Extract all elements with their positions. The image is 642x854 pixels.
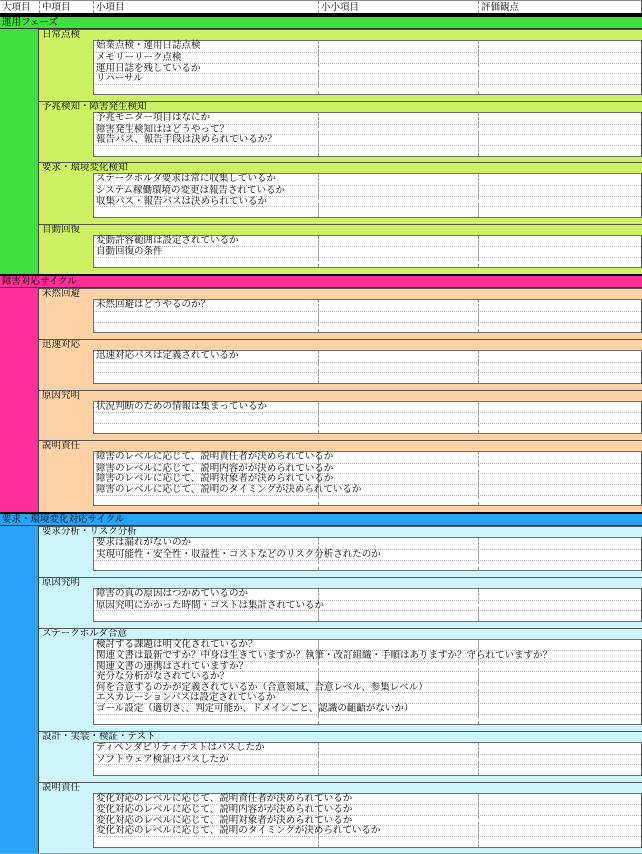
small-item-cell [94,323,318,333]
evaluation-viewpoint-cell [478,424,641,434]
evaluation-viewpoint-cell [478,816,641,826]
evaluation-viewpoint-cell [478,373,641,383]
group-header-cell: 要求・環境変化検知 [39,162,642,173]
item-row [94,692,641,703]
small-item-cell: 変化対応のレベルに応じて、説明責任者が決められているか [96,792,353,804]
group-box [39,537,642,571]
small-item-cell: ゴール設定（適切さ、、判定可能か、ドメインごと、認識の齟齬がないか） [96,703,414,715]
mid-item-strip [39,793,93,848]
group-header-cell: 説明責任 [39,782,642,793]
sub-small-item-cell [318,135,478,145]
sub-small-item-cell [318,715,478,725]
section-title-cell: 運用フェーズ [0,17,642,29]
evaluation-viewpoint-cell [478,236,641,247]
evaluation-viewpoint-cell [478,794,641,805]
section-title-cell: 障害対応サイクル [0,276,642,288]
evaluation-viewpoint-cell [478,589,641,600]
small-item-cell: システム稼働環境の変更は報告されているか [96,184,286,196]
small-item-cell [94,373,318,383]
small-item-cell: ステークホルダ要求は常に収集しているか [96,173,276,185]
group-box [39,40,642,95]
group-box [39,793,642,848]
item-row [94,113,641,124]
sub-small-item-cell [318,174,478,185]
empty-row [94,362,641,373]
small-item-cell [94,363,318,373]
item-row [94,743,641,754]
evaluation-viewpoint-cell [478,837,641,847]
sub-small-item-cell [318,601,478,611]
evaluation-viewpoint-cell [478,693,641,703]
evaluation-viewpoint-cell [478,247,641,257]
small-item-cell: 運用日誌を残しているか [96,62,201,74]
evaluation-viewpoint-cell [478,402,641,413]
sub-small-item-cell [318,640,478,651]
item-row [94,351,641,362]
mid-item-strip [39,401,93,435]
section [0,512,642,853]
item-row [94,825,641,836]
small-item-cell: 予兆モニター項目はなにか [96,112,211,124]
items-box [93,537,642,571]
empty-row [94,560,641,571]
evaluation-viewpoint-cell [478,826,641,836]
sub-small-item-cell [318,743,478,754]
item-row [94,196,641,207]
sub-small-item-cell [318,672,478,682]
group-header-cell: 未然回避 [39,288,642,299]
items-box [93,742,642,776]
evaluation-viewpoint-cell [478,197,641,207]
evaluation-viewpoint-cell [478,805,641,815]
item-row [94,640,641,651]
item-row [94,185,641,196]
evaluation-viewpoint-cell [478,538,641,549]
group-header-cell: 日常点検 [39,29,642,40]
item-row [94,549,641,560]
group-box [39,173,642,217]
sub-small-item-cell [318,589,478,600]
items-box [93,350,642,384]
empty-row [94,764,641,775]
small-item-cell: 変動許容範囲は設定されているか [96,234,239,246]
section-title-cell: 要求・環境変化対応サイクル [0,514,642,526]
small-item-cell: 実現可能性・安全性・収益性・コストなどのリスク分析されたのか [96,548,381,560]
small-item-cell: 充分な分析がなされているか？ [96,671,230,683]
evaluation-viewpoint-cell [478,64,641,74]
evaluation-viewpoint-cell [478,312,641,322]
evaluation-viewpoint-cell [478,496,641,506]
small-item-cell [94,146,318,156]
small-item-cell [94,424,318,434]
items-box [93,235,642,269]
group-header-cell: 設計・実装・検証・テスト [39,731,642,742]
sub-small-item-cell [318,64,478,74]
group-header-cell: 迅速対応 [39,339,642,350]
item-row [94,300,641,311]
mid-item-strip [39,235,93,269]
item-row [94,73,641,84]
item-row [94,41,641,52]
sub-small-item-cell [318,113,478,124]
column-header-major-item: 大項目 [2,2,31,13]
sub-small-item-cell [318,452,478,463]
sub-small-item-cell [318,837,478,847]
small-item-cell: 迅速対応パスは定義されているか [96,350,239,362]
small-item-cell: 自動回復の条件 [96,246,163,258]
sub-small-item-cell [318,53,478,63]
mid-item-strip [39,451,93,506]
item-row [94,671,641,682]
item-row [94,754,641,765]
items-box [93,173,642,217]
evaluation-viewpoint-cell [478,413,641,423]
small-item-cell: 障害のレベルに応じて、説明内容がが決められているか [96,462,334,474]
sub-small-item-cell [318,312,478,322]
item-row [94,600,641,611]
evaluation-viewpoint-cell [478,207,641,217]
empty-row [94,145,641,156]
sub-small-item-cell [318,765,478,775]
sections-container [0,15,642,853]
evaluation-viewpoint-cell [478,135,641,145]
mid-item-strip [39,299,93,333]
sub-small-item-cell [318,351,478,362]
empty-row [94,714,641,725]
empty-row [94,311,641,322]
empty-row [94,610,641,621]
small-item-cell: 障害のレベルに応じて、説明責任者が決められているか [96,451,334,463]
evaluation-viewpoint-cell [478,146,641,156]
evaluation-viewpoint-cell [478,601,641,611]
group-gap [39,506,642,512]
group-header-cell: 原因究明 [39,577,642,588]
sub-small-item-cell [318,611,478,621]
small-item-cell: 変化対応のレベルに応じて、説明のタイミングが決められているか [96,825,381,837]
small-item-cell: 原因究明にかかった時間・コストは集計されているか [96,599,325,611]
empty-row [94,412,641,423]
small-item-cell [94,715,318,725]
evaluation-viewpoint-cell [478,550,641,560]
empty-row [94,322,641,333]
evaluation-viewpoint-cell [478,474,641,484]
items-box [93,40,642,95]
evaluation-viewpoint-cell [478,683,641,693]
evaluation-viewpoint-cell [478,640,641,651]
items-box [93,639,642,726]
small-item-cell: 関連文書の連携はされていますか？ [96,660,249,672]
small-item-cell [94,312,318,322]
evaluation-viewpoint-cell [478,351,641,362]
major-item-strip [0,526,39,853]
item-row [94,815,641,826]
evaluation-viewpoint-cell [478,300,641,311]
item-row [94,134,641,145]
section-content [39,29,642,274]
evaluation-viewpoint-cell [478,53,641,63]
item-row [94,589,641,600]
sub-small-item-cell [318,300,478,311]
sub-small-item-cell [318,236,478,247]
major-item-strip [0,288,39,512]
small-item-cell [94,561,318,571]
small-item-cell: 状況判断のための情報は集まっているか [96,400,268,412]
item-row [94,174,641,185]
item-row [94,484,641,495]
evaluation-viewpoint-cell [478,715,641,725]
sub-small-item-cell [318,755,478,765]
group-box [39,451,642,506]
sub-small-item-cell [318,538,478,549]
evaluation-viewpoint-cell [478,363,641,373]
small-item-cell: エスカレーションパスは設定されているか [96,692,276,704]
sub-small-item-cell [318,373,478,383]
small-item-cell: 報告パス、報告手段は決められているか？ [96,134,277,146]
item-row [94,246,641,257]
item-row [94,703,641,714]
small-item-cell: 始業点検・運用日誌点検 [96,40,201,52]
evaluation-viewpoint-cell [478,74,641,84]
sub-small-item-cell [318,402,478,413]
section-body [0,288,642,512]
group-box [39,299,642,333]
item-row [94,473,641,484]
column-header-small-item: 小項目 [93,1,318,13]
item-row [94,804,641,815]
evaluation-viewpoint-cell [478,174,641,185]
sub-small-item-cell [318,693,478,703]
evaluation-viewpoint-cell [478,561,641,571]
item-row [94,682,641,693]
sub-small-item-cell [318,413,478,423]
small-item-cell: ソフトウェア検証はパスしたか [96,753,229,765]
small-item-cell: 関連文書は最新ですか？中身は生きていますか？執筆・改訂組織・手順はありますか？守られていますか？ [96,650,553,662]
evaluation-viewpoint-cell [478,113,641,124]
items-box [93,299,642,333]
evaluation-viewpoint-cell [478,485,641,495]
group-box [39,112,642,156]
empty-row [94,206,641,217]
section [0,15,642,274]
small-item-cell: 未然回避はどうやるのか？ [96,299,211,311]
small-item-cell [94,85,318,95]
item-row [94,236,641,247]
group-gap [39,848,642,854]
small-item-cell: リハーサル [96,73,143,85]
evaluation-viewpoint-cell [478,323,641,333]
group-box [39,588,642,622]
evaluation-viewpoint-cell [478,85,641,95]
sub-small-item-cell [318,125,478,135]
mid-item-strip [39,742,93,776]
evaluation-viewpoint-cell [478,611,641,621]
sub-small-item-cell [318,258,478,268]
item-row [94,463,641,474]
evaluation-viewpoint-cell [478,743,641,754]
item-row [94,794,641,805]
small-item-cell: 障害のレベルに応じて、説明対象者が決められているか [96,473,334,485]
sub-small-item-cell [318,363,478,373]
mid-item-strip [39,588,93,622]
mid-item-strip [39,40,93,95]
small-item-cell: 検討する課題は明文化されているか？ [96,638,258,650]
item-row [94,452,641,463]
evaluation-viewpoint-cell [478,662,641,672]
mid-item-strip [39,639,93,726]
evaluation-viewpoint-cell [478,41,641,52]
small-item-cell [94,258,318,268]
small-item-cell: 要求は漏れがないのか [96,537,192,549]
sub-small-item-cell [318,41,478,52]
group-header-cell: 予兆検知・障害発生検知 [39,101,642,112]
item-row [94,52,641,63]
group-header-cell: 原因究明 [39,390,642,401]
small-item-cell: 何を合意するのかが定義されているか（合意領域、合意レベル、参集レベル） [96,681,428,693]
sub-small-item-cell [318,323,478,333]
column-header-row [0,1,642,15]
sub-small-item-cell [318,561,478,571]
evaluation-viewpoint-cell [478,186,641,196]
small-item-cell [94,496,318,506]
group-box [39,401,642,435]
section-content [39,288,642,512]
item-row [94,538,641,549]
sub-small-item-cell [318,496,478,506]
sub-small-item-cell [318,464,478,474]
sub-small-item-cell [318,146,478,156]
empty-row [94,84,641,95]
evaluation-viewpoint-cell [478,755,641,765]
group-box [39,742,642,776]
sub-small-item-cell [318,74,478,84]
items-box [93,588,642,622]
empty-row [94,257,641,268]
group-box [39,235,642,269]
items-box [93,451,642,506]
sub-small-item-cell [318,662,478,672]
sub-small-item-cell [318,186,478,196]
sub-small-item-cell [318,474,478,484]
small-item-cell: 変化対応のレベルに応じて、説明内容がが決められているか [96,804,353,816]
mid-item-strip [39,173,93,217]
small-item-cell: 変化対応のレベルに応じて、説明対象者が決められているか [96,814,353,826]
small-item-cell: ディペンダビリティテストはパスしたか [96,742,265,754]
column-header-evaluation-viewpoint: 評価観点 [478,1,642,13]
item-row [94,402,641,413]
mid-item-strip [39,537,93,571]
items-box [93,793,642,848]
mid-item-strip [39,112,93,156]
sub-small-item-cell [318,247,478,257]
items-box [93,401,642,435]
column-header-sub-small-item: 小小項目 [318,1,478,13]
group-box [39,350,642,384]
sub-small-item-cell [318,85,478,95]
small-item-cell: 障害の真の原因はつかめているのか [96,587,249,599]
evaluation-viewpoint-cell [478,765,641,775]
major-item-strip [0,29,39,274]
items-box [93,112,642,156]
group-box [39,639,642,726]
item-row [94,661,641,672]
item-row [94,650,641,661]
empty-row [94,372,641,383]
evaluation-viewpoint-cell [478,704,641,714]
evaluation-viewpoint-cell [478,258,641,268]
group-header-cell: 自動回復 [39,224,642,235]
evaluation-viewpoint-cell [478,125,641,135]
group-header-cell: ステークホルダ合意 [39,628,642,639]
sub-small-item-cell [318,207,478,217]
section-body [0,526,642,853]
item-row [94,124,641,135]
evaluation-viewpoint-cell [478,672,641,682]
small-item-cell: 障害発生検知ははどうやって？ [96,123,230,135]
group-header-cell: 要求分析・リスク分析 [39,526,642,537]
column-header-mid-item: 中項目 [39,1,93,13]
small-item-cell: 収集パス・報告パスは決められているか [96,195,268,207]
mid-item-strip [39,350,93,384]
empty-row [94,836,641,847]
small-item-cell [94,413,318,423]
evaluation-viewpoint-cell [478,464,641,474]
section [0,274,642,512]
evaluation-viewpoint-cell [478,452,641,463]
small-item-cell [94,611,318,621]
group-gap [39,268,642,274]
empty-row [94,423,641,434]
group-header-cell: 説明責任 [39,440,642,451]
sub-small-item-cell [318,424,478,434]
small-item-cell [94,207,318,217]
small-item-cell [94,837,318,847]
section-content [39,526,642,853]
section-body [0,29,642,274]
empty-row [94,495,641,506]
small-item-cell: メモリーリーク点検 [96,51,182,63]
sub-small-item-cell [318,197,478,207]
small-item-cell: 障害のレベルに応じて、説明のタイミングが決められているか [96,483,362,495]
small-item-cell [94,765,318,775]
item-row [94,63,641,74]
